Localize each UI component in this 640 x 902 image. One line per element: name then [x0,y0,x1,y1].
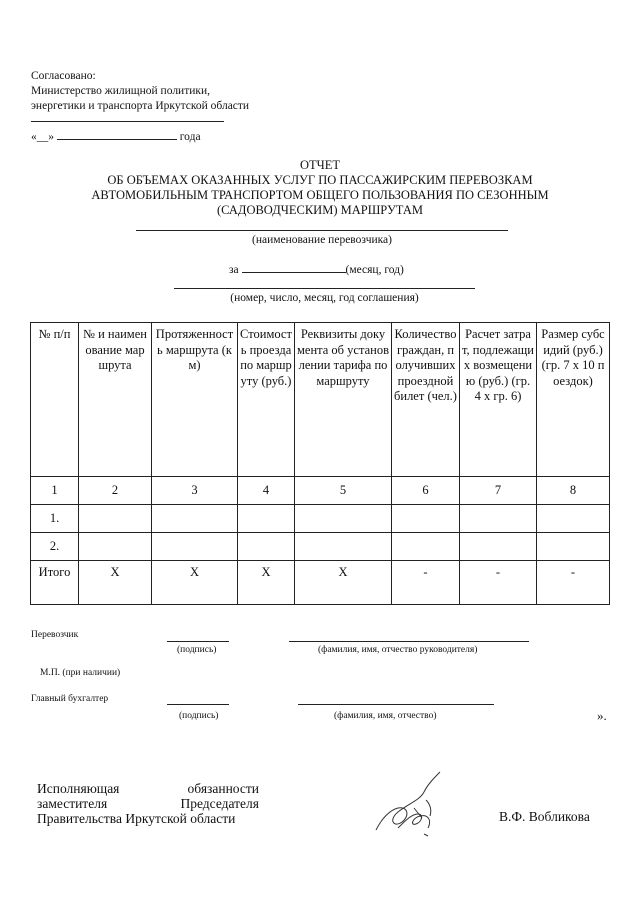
header-cell: № и наименование маршрута [79,323,152,477]
seal-label: М.П. (при наличии) [40,668,121,678]
total-cell: - [392,561,460,605]
approval-ministry-line2: энергетики и транспорта Иркутской области [31,100,250,112]
table-cell [392,533,460,561]
period-line [229,261,404,276]
table-cell: 1. [31,505,79,533]
title-line-4: (САДОВОДЧЕСКИМ) МАРШРУТАМ [217,203,423,217]
column-number-cell: 4 [238,477,295,505]
header-cell: Количество граждан, получивших проездной билет (чел.) [392,323,460,477]
accountant-name-line [298,704,494,705]
table-cell [392,505,460,533]
column-number-cell: 1 [31,477,79,505]
table-cell: 2. [31,533,79,561]
period-suffix: (месяц, год) [345,264,404,276]
position-line2-b: Председателя [180,796,259,811]
table-cell [79,505,152,533]
signer-name: В.Ф. Вобликова [499,809,590,824]
header-cell: Реквизиты документа об установлении тарифа по маршруту [295,323,392,477]
accountant-signature-line [167,704,229,705]
carrier-head-name-line [289,641,529,642]
position-line1-a: Исполняющая [37,781,120,796]
table-header-row [31,323,610,477]
approval-date-day: «__» [31,131,54,143]
approval-ministry-line1: Министерство жилищной политики, [31,85,211,97]
agreement-caption: (номер, число, месяц, год соглашения) [230,292,419,304]
period-blank [242,261,346,273]
header-cell: Протяженность маршрута (км) [152,323,238,477]
carrier-label: Перевозчик [31,630,79,640]
table-cell [537,505,610,533]
period-prefix: за [229,264,239,276]
accountant-label: Главный бухгалтер [31,694,109,704]
title-line-1: ОТЧЕТ [299,158,341,172]
carrier-head-caption: (фамилия, имя, отчество руководителя) [318,645,478,655]
header-cell: Стоимость проезда по маршруту (руб.) [238,323,295,477]
accountant-name-caption: (фамилия, имя, отчество) [334,711,437,721]
agreement-line [174,288,475,289]
total-cell: Х [79,561,152,605]
table-cell [460,505,537,533]
column-number-cell: 2 [79,477,152,505]
handwritten-signature [368,770,458,842]
column-number-cell: 7 [460,477,537,505]
header-cell: № п/п [31,323,79,477]
total-cell: Х [152,561,238,605]
column-number-cell: 6 [392,477,460,505]
table-row [31,505,610,533]
header-cell: Размер субсидий (руб.) (гр. 7 х 10 поездок) [537,323,610,477]
table-cell [152,505,238,533]
signer-position [37,781,259,826]
table-cell [152,533,238,561]
carrier-signature-line [167,641,229,642]
carrier-signature-caption: (подпись) [177,645,217,655]
table-cell [295,505,392,533]
total-cell: - [537,561,610,605]
approval-label: Согласовано: [31,70,96,82]
position-line1-b: обязанности [187,781,259,796]
table-cell [537,533,610,561]
table-row [31,533,610,561]
approval-signature-line [31,121,224,122]
approval-block [31,69,249,114]
position-line2-a: заместителя [37,796,108,811]
table-cell [460,533,537,561]
total-row [31,561,610,605]
signature-icon [368,770,458,842]
approval-date-month-blank [57,128,177,140]
report-table [30,322,610,605]
total-cell: - [460,561,537,605]
table-cell [238,533,295,561]
column-number-row [31,477,610,505]
table-cell [79,533,152,561]
table-cell [295,533,392,561]
approval-date-suffix: года [179,131,201,143]
title-line-3: АВТОМОБИЛЬНЫМ ТРАНСПОРТОМ ОБЩЕГО ПОЛЬЗОВАНИЯ ПО СЕЗОННЫМ [91,188,549,202]
column-number-cell: 3 [152,477,238,505]
column-number-cell: 5 [295,477,392,505]
carrier-name-line [136,230,508,231]
title-line-2: ОБ ОБЪЕМАХ ОКАЗАННЫХ УСЛУГ ПО ПАССАЖИРСКИМ ПЕРЕВОЗКАМ [107,173,533,187]
closing-quote: ». [597,708,607,723]
header-cell: Расчет затрат, подлежащих возмещению (руб.) (гр. 4 х гр. 6) [460,323,537,477]
carrier-caption: (наименование перевозчика) [251,234,392,246]
accountant-signature-caption: (подпись) [179,711,219,721]
position-line3: Правительства Иркутской области [37,811,236,826]
total-label: Итого [31,561,79,605]
column-number-cell: 8 [537,477,610,505]
approval-date-line [31,128,201,143]
table-cell [238,505,295,533]
document-title [40,158,600,218]
total-cell: Х [295,561,392,605]
total-cell: Х [238,561,295,605]
